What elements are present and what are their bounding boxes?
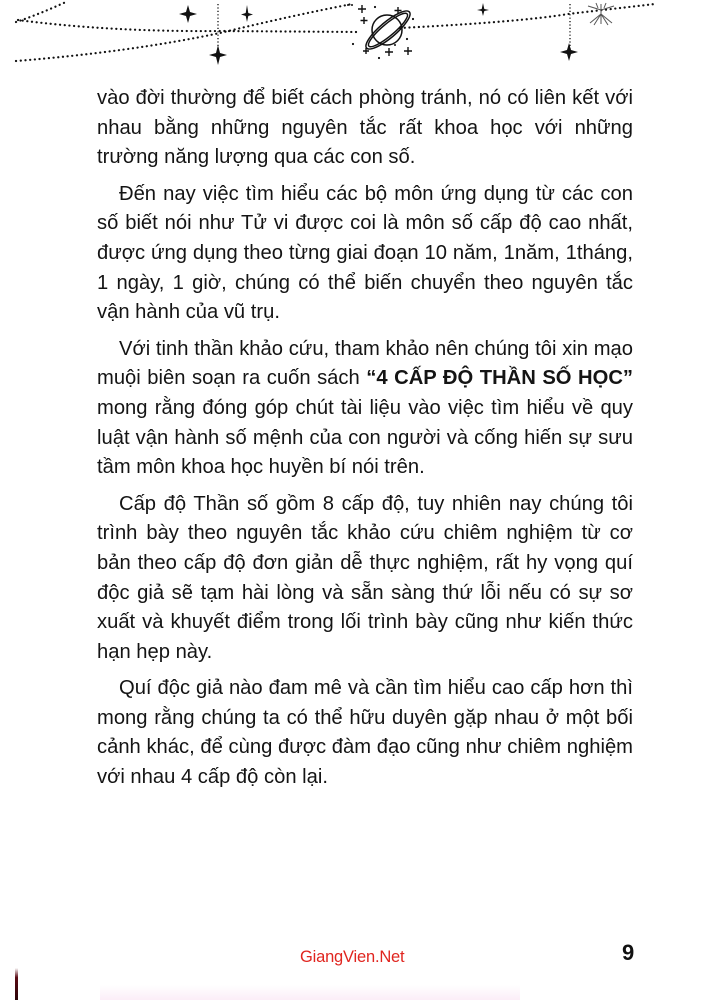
paragraph-text: vào đời thường để biết cách phòng tránh, nó có liên kết với nhau bằng những nguyên tắc rất khoa học với những trường năng lượng qua các con số. <box>97 87 633 169</box>
sparkle-icon <box>209 45 227 65</box>
book-page-body <box>97 84 633 800</box>
saturn-planet-icon <box>361 6 414 54</box>
dotted-trail <box>18 20 360 32</box>
paragraph <box>97 180 633 328</box>
starburst-icon <box>588 3 614 25</box>
sparkle-icon <box>241 5 253 22</box>
watermark-link[interactable]: GiangVien.Net <box>300 948 405 966</box>
sparkle-stars <box>179 3 578 65</box>
paragraph <box>97 490 633 668</box>
paragraph <box>97 335 633 483</box>
dotted-trail <box>400 4 655 28</box>
header-decoration <box>0 0 707 70</box>
paragraph-text: Với tinh thần khảo cứu, tham khảo nên chúng tôi xin mạo muội biên soạn ra cuốn sách <box>97 337 633 390</box>
paragraph-continued <box>97 84 633 173</box>
page-edge-bar <box>15 968 18 1000</box>
sparkle-icon <box>477 3 489 16</box>
paragraph-text: Cấp độ Thần số gồm 8 cấp độ, tuy nhiên nay chúng tôi trình bày theo nguyên tắc khảo cứu chiêm nghiệm từ cơ bản theo cấp độ đơn giản dễ thực nghiệm, rất hy vọng quí độc giả sẽ tạm hài lòng và sẵn sàng thứ lỗi nếu có sự sơ xuất và khuyết điểm trong lối trình bày cũng như kiến thức hạn hẹp này. <box>97 492 633 663</box>
book-title-emphasis: “4 CẤP ĐỘ THẦN SỐ HỌC” <box>366 367 633 390</box>
page-number: 9 <box>622 940 635 965</box>
dotted-trail <box>16 4 352 61</box>
paragraph-text: mong rằng đóng góp chút tài liệu vào việc tìm hiểu về quy luật vận hành số mệnh của con người và cống hiến sự sưu tầm môn khoa học huyền bí nói trên. <box>97 396 633 479</box>
paragraph-text: Quí độc giả nào đam mê và cần tìm hiểu cao cấp hơn thì mong rằng chúng ta có thể hữu duyên gặp nhau ở một bối cảnh khác, để cùng được đàm đạo cũng như chiêm nghiệm với nhau 4 cấp độ còn lại. <box>97 677 633 789</box>
paragraph <box>97 674 633 792</box>
scan-tint <box>100 985 520 1000</box>
dotted-trail <box>16 1 68 22</box>
sparkle-icon <box>560 43 578 61</box>
sparkle-icon <box>179 5 197 23</box>
small-cross-stars <box>358 5 412 56</box>
paragraph-text: Đến nay việc tìm hiểu các bộ môn ứng dụng từ các con số biết nói như Tử vi được coi là môn số cấp độ cao nhất, được ứng dụng theo từng giai đoạn 10 năm, 1năm, 1tháng, 1 ngày, 1 giờ, chúng có thể biến chuyển theo nguyên tắc vận hành của vũ trụ. <box>97 182 633 324</box>
